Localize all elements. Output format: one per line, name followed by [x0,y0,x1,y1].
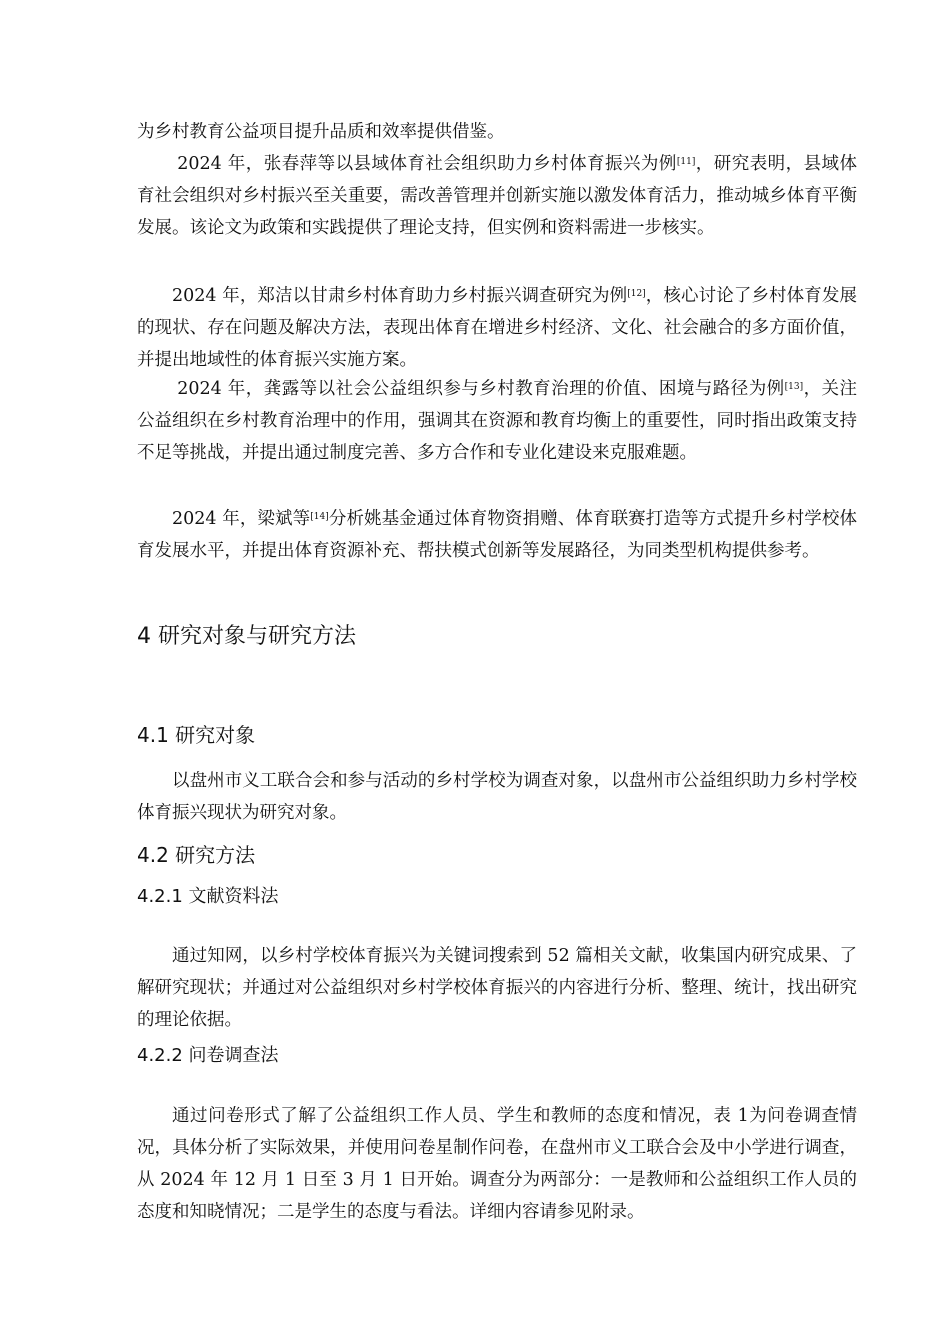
heading-section-4: 4 研究对象与研究方法 [137,624,356,649]
citation-11: [11] [676,157,696,167]
citation-13: [13] [784,382,804,392]
paragraph-questionnaire-method: 通过问卷形式了解了公益组织工作人员、学生和教师的态度和情况，表 1为问卷调查情况，具体分析了实际效果，并使用问卷星制作问卷，在盘州市义工联合会及中小学进行调查，从 2024 年 12 月 1 日至 3 月 1 日开始。调查分为两部分：一是教师和公益组织工作人员的态度和知晓情况；二是学生的态度与看法。详细内容请参见附录。 [137,1106,857,1222]
paragraph-gong-lu: 2024 年，龚露等以社会公益组织参与乡村教育治理的价值、困境与路径为例[13]，关注公益组织在乡村教育治理中的作用，强调其在资源和教育均衡上的重要性，同时指出政策支持不足等挑战，并提出通过制度完善、多方合作和专业化建设来克服难题。 [137,379,857,463]
paragraph-research-object: 以盘州市义工联合会和参与活动的乡村学校为调查对象，以盘州市公益组织助力乡村学校体育振兴现状为研究对象。 [137,771,857,823]
paragraph-liang-bin: 2024 年，梁斌等[14]分析姚基金通过体育物资捐赠、体育联赛打造等方式提升乡村学校体育发展水平，并提出体育资源补充、帮扶模式创新等发展路径，为同类型机构提供参考。 [137,509,857,561]
paragraph-literature-method: 通过知网，以乡村学校体育振兴为关键词搜索到 52 篇相关文献，收集国内研究成果、了解研究现状；并通过对公益组织对乡村学校体育振兴的内容进行分析、整理、统计，找出研究的理论依据。 [137,946,857,1030]
paragraph-intro-tail: 为乡村教育公益项目提升品质和效率提供借鉴。 [137,122,505,142]
citation-14: [14] [310,512,329,522]
heading-4-2-1: 4.2.1 文献资料法 [137,886,279,907]
heading-4-2-2: 4.2.2 问卷调查法 [137,1045,279,1066]
citation-12: [12] [627,289,646,299]
heading-4-2: 4.2 研究方法 [137,843,256,867]
heading-4-1: 4.1 研究对象 [137,723,256,747]
paragraph-zhang-chunping: 2024 年，张春萍等以县域体育社会组织助力乡村体育振兴为例[11]，研究表明，县域体育社会组织对乡村振兴至关重要，需改善管理并创新实施以激发体育活力，推动城乡体育平衡发展。该论文为政策和实践提供了理论支持，但实例和资料需进一步核实。 [137,154,857,238]
paragraph-zheng-jie: 2024 年，郑洁以甘肃乡村体育助力乡村振兴调查研究为例[12]，核心讨论了乡村体育发展的现状、存在问题及解决方法，表现出体育在增进乡村经济、文化、社会融合的多方面价值，并提出地域性的体育振兴实施方案。 [137,286,857,370]
